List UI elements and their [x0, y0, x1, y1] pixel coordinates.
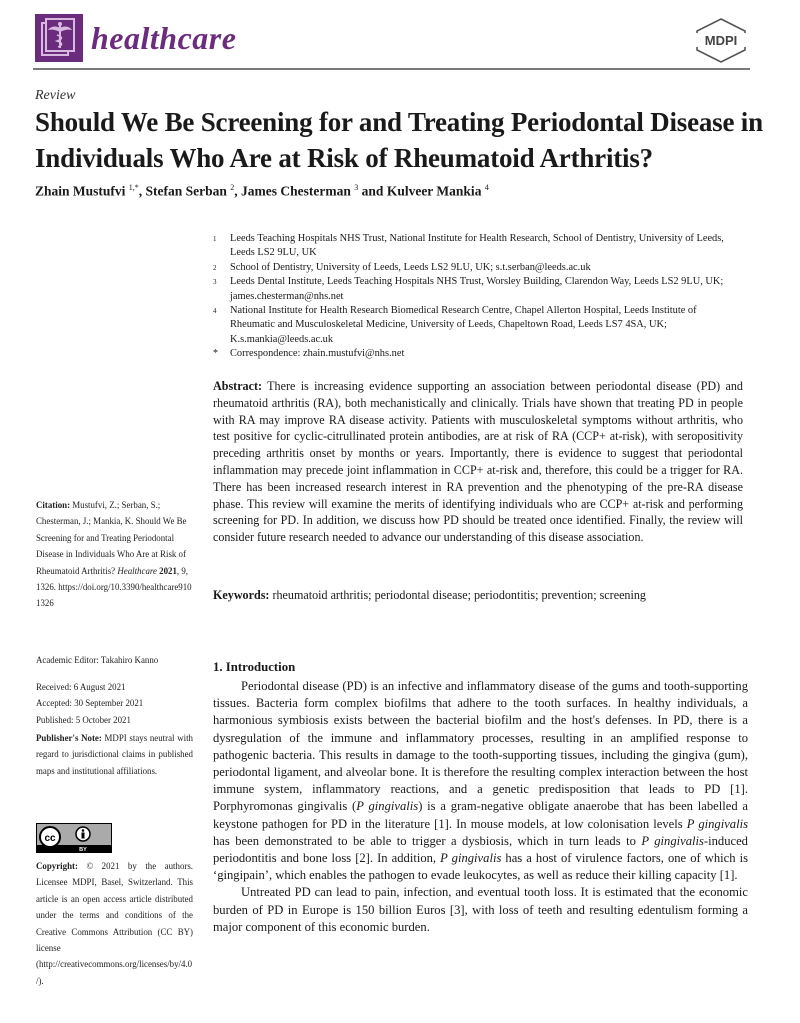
- author-affiliation-marker: 2: [230, 183, 235, 192]
- doi-link[interactable]: https://doi.org/10.3390/healthcare9101326: [36, 582, 192, 609]
- author-name: Stefan Serban: [145, 183, 227, 199]
- affiliation-item: [213, 232, 733, 261]
- citation-label: Citation:: [36, 500, 71, 510]
- affiliation-number: 3: [213, 278, 217, 287]
- species-name: P gingivalis: [356, 799, 419, 814]
- introduction-body: [213, 678, 748, 936]
- correspondence-text: Correspondence: zhain.mustufvi@nhs.net: [230, 348, 405, 360]
- author-list: [35, 183, 489, 200]
- citation-text: Mustufvi, Z.; Serban, S.; Chesterman, J.; Mankia, K. Should We Be Screening for and Treating Periodontal Disease in Individuals Who Are at Risk of Rheumatoid Arthritis?: [36, 500, 187, 576]
- affiliation-text: Leeds Dental Institute, Leeds Teaching Hospitals NHS Trust, Worsley Building, Clarendon Way, Leeds LS2 9LU, UK; james.chesterman@nhs.net: [230, 276, 724, 302]
- citation-journal: Healthcare: [117, 565, 157, 576]
- species-name: P gingivalis: [440, 851, 502, 866]
- affiliation-text: Leeds Teaching Hospitals NHS Trust, National Institute for Health Research, School of Dentistry, University of Leeds, Leeds LS2 9LU, UK: [230, 233, 724, 259]
- published-date: Published: 5 October 2021: [36, 714, 131, 725]
- author-separator: ,: [234, 183, 242, 199]
- article-title: Should We Be Screening for and Treating Periodontal Disease in Individuals Who Are at Risk of Rheumatoid Arthritis?: [35, 107, 763, 173]
- mdpi-logo-text: MDPI: [704, 33, 738, 48]
- publication-dates: [36, 679, 193, 728]
- author-separator: ,: [138, 183, 146, 199]
- correspondence: [213, 347, 733, 361]
- cc-by-license-icon[interactable]: [36, 823, 112, 853]
- author-affiliation-marker: 1,*: [128, 183, 139, 192]
- affiliations-list: [213, 232, 733, 362]
- keywords-label: Keywords:: [213, 588, 270, 602]
- publisher-note: [36, 730, 193, 779]
- copyright-label: Copyright:: [36, 861, 78, 871]
- abstract: [213, 378, 743, 546]
- academic-editor: Academic Editor: Takahiro Kanno: [36, 655, 159, 665]
- text-run: Periodontal disease (PD) is an infective and inflammatory disease of the gums and tooth-supporting tissues. Bacteria form complex biofilms that adhere to the tooth surfaces. In healthy individuals, a harmonious symbiosis exists between the bacterial biofilm and the host's defenses. In PD, there is a dysregulation of the immune and inflammatory processes, resulting in an amplified response to pathogenic bacteria. This results in damage to the tooth-supporting tissues, including the gingiva (gum), periodontal ligament, and alveolar bone. It is therefore the resulting complex interaction between the host immune system, inflammatory reactions, and a genetic predisposition that leads to PD [1]. Porphyromonas gingivalis (: [213, 679, 748, 814]
- text-run: has been demonstrated to be able to trigger a dysbiosis, which in turn leads to: [213, 833, 642, 848]
- paragraph: Untreated PD can lead to pain, infection, and eventual tooth loss. It is estimated that the economic burden of PD in Europe is 150 billion Euros [3], with loss of teeth and resulting edentulism forming a major component of this economic burden.: [213, 885, 748, 934]
- author-affiliation-marker: 3: [354, 183, 359, 192]
- author-name: James Chesterman: [241, 183, 351, 199]
- keywords-text: rheumatoid arthritis; periodontal disease; periodontitis; prevention; screening: [272, 588, 646, 602]
- affiliation-number: *: [213, 348, 218, 360]
- author-separator: and: [358, 183, 387, 199]
- text-run: -induced periodontitis and bone loss [2]. In addition,: [213, 833, 748, 866]
- author-name: Kulveer Mankia: [386, 183, 482, 199]
- journal-logo-icon: [35, 14, 83, 62]
- affiliation-item: [213, 304, 733, 347]
- abstract-text: There is increasing evidence supporting an association between periodontal disease (PD) and rheumatoid arthritis (RA), both mechanistically and clinically. Trials have shown that treating PD in people with RA may improve RA disease activity. Patients with musculoskeletal symptoms without arthritis, who test positive for cyclic-citrullinated protein antibodies, are at risk of RA (CCP+ at-risk), with seropositivity preceding arthritis onset by months or years. Importantly, there is evidence to suggest that periodontal inflammation may precede joint inflammation in CCP+ at-risk and, therefore, this could be a trigger for RA. There has been increased research interest in RA prevention and the phenotyping of the pre-RA disease phase. This review will examine the merits of identifying individuals who are CCP+ at-risk and performing screening for PD. In addition, we discuss how PD should be treated once identified. Finally, the review will consider future research needed to advance our understanding of this disease association.: [213, 379, 743, 545]
- paragraph: [213, 678, 748, 884]
- citation-year: 2021: [159, 565, 177, 576]
- article-type-label: Review: [35, 88, 76, 103]
- citation-block: [36, 497, 193, 612]
- affiliation-text: National Institute for Health Research Biomedical Research Centre, Chapel Allerton Hospital, Leeds Institute of Rheumatic and Musculoskeletal Medicine, University of Leeds, Chapeltown Road, Leeds LS7 4SA, UK; K.s.mankia@leeds.ac.uk: [230, 305, 697, 345]
- cc-by-text: BY: [79, 847, 87, 852]
- author-name: Zhain Mustufvi: [35, 183, 126, 199]
- affiliation-text: School of Dentistry, University of Leeds, Leeds LS2 9LU, UK; s.t.serban@leeds.ac.uk: [230, 261, 591, 273]
- mdpi-logo-icon: [692, 16, 750, 64]
- species-name: P gingivalis: [641, 833, 704, 848]
- text-run: ) is a gram-negative obligate anaerobe that has been labelled a keystone pathogen for PD in the literature [1]. In mouse models, at low colonisation levels: [213, 799, 749, 831]
- accepted-date: Accepted: 30 September 2021: [36, 698, 144, 709]
- publisher-note-text: MDPI stays neutral with regard to jurisdictional claims in published maps and institutional affiliations.: [36, 733, 193, 776]
- svg-text:cc: cc: [44, 833, 56, 844]
- received-date: Received: 6 August 2021: [36, 682, 126, 692]
- affiliation-number: 2: [213, 263, 217, 272]
- affiliation-item: [213, 261, 733, 275]
- copyright-text: © 2021 by the authors. Licensee MDPI, Basel, Switzerland. This article is an open access article distributed under the terms and conditions of the Creative Commons Attribution (CC BY) license (http://creativecommons.org/licenses/by/4.0/).: [36, 861, 194, 986]
- abstract-label: Abstract:: [213, 379, 263, 393]
- keywords: [213, 588, 743, 603]
- text-run: has a host of virulence factors, one of which is ‘gingipain’, which enables the pathogen to evade leukocytes, as well as reduce their killing capacity [1].: [213, 851, 748, 883]
- section-heading-introduction: 1. Introduction: [213, 660, 296, 674]
- affiliation-item: [213, 275, 733, 304]
- affiliation-number: 4: [213, 307, 217, 316]
- copyright-block: [36, 858, 193, 989]
- journal-name: healthcare: [91, 20, 237, 56]
- citation-volume-pages: , 9, 1326.: [36, 565, 189, 593]
- species-name: P gingivalis: [686, 816, 748, 831]
- publisher-note-label: Publisher's Note:: [36, 733, 102, 743]
- affiliation-number: 1: [213, 235, 217, 243]
- header-divider: [33, 68, 750, 70]
- author-affiliation-marker: 4: [484, 183, 489, 192]
- journal-header: [35, 14, 750, 68]
